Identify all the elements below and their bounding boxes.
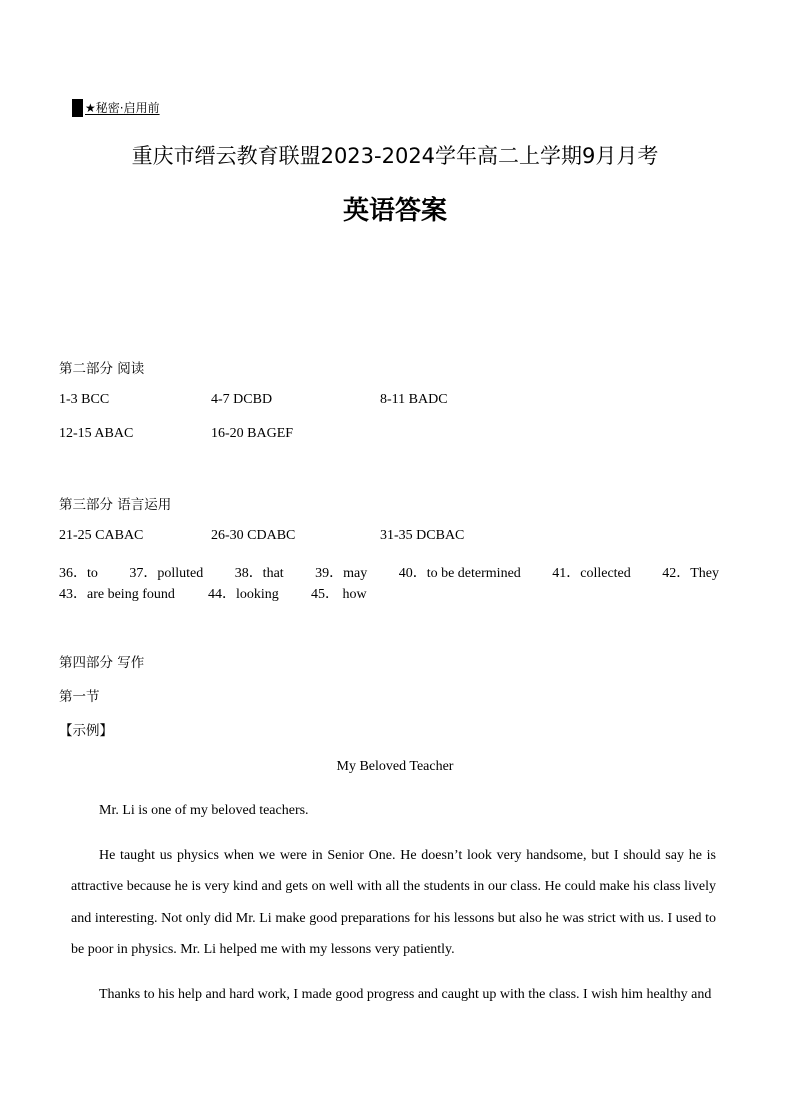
confidential-badge bbox=[72, 99, 160, 117]
fill-answer: 36．to bbox=[59, 566, 98, 581]
badge-text: ★秘密·启用前 bbox=[85, 101, 160, 115]
fill-blank-row bbox=[59, 562, 719, 582]
fill-answer: 45． how bbox=[311, 587, 367, 602]
section-heading: 第一节 bbox=[59, 689, 100, 705]
fill-answer: 44．looking bbox=[208, 587, 279, 602]
answer-group: 21-25 CABAC bbox=[59, 528, 144, 543]
fill-answer: 39．may bbox=[315, 566, 368, 581]
answer-group: 1-3 BCC bbox=[59, 392, 110, 407]
document-subtitle: 英语答案 bbox=[342, 196, 447, 226]
essay-paragraph: Thanks to his help and hard work, I made good progress and caught up with the class. I wish him healthy and bbox=[99, 987, 712, 1002]
document-title: 重庆市缙云教育联盟2023-2024学年高二上学期9月月考 bbox=[131, 144, 659, 168]
fill-answer: 43．are being found bbox=[59, 587, 175, 602]
part4-heading: 第四部分 写作 bbox=[59, 655, 145, 671]
fill-answer: 40．to be determined bbox=[398, 566, 521, 581]
answer-group: 16-20 BAGEF bbox=[211, 426, 294, 441]
part3-heading: 第三部分 语言运用 bbox=[59, 497, 172, 513]
sample-label: 【示例】 bbox=[59, 723, 113, 739]
fill-answer: 41．collected bbox=[552, 566, 631, 581]
answer-group: 12-15 ABAC bbox=[59, 426, 134, 441]
essay-paragraph: Mr. Li is one of my beloved teachers. bbox=[99, 803, 309, 818]
answer-group: 4-7 DCBD bbox=[211, 392, 273, 407]
badge-bar bbox=[72, 99, 83, 117]
fill-answer: 38．that bbox=[234, 566, 284, 581]
fill-answer: 37．polluted bbox=[129, 566, 204, 581]
answer-group: 26-30 CDABC bbox=[211, 528, 296, 543]
essay-title: My Beloved Teacher bbox=[336, 759, 454, 774]
answer-group: 8-11 BADC bbox=[380, 392, 448, 407]
part2-heading: 第二部分 阅读 bbox=[59, 361, 145, 377]
answer-group: 31-35 DCBAC bbox=[380, 528, 465, 543]
essay-paragraph: He taught us physics when we were in Senior One. He doesn’t look very handsome, but I should say he is attractive because he is very kind and gets on well with all the students in our class. He could make his class lively and interesting. Not only did Mr. Li make good preparations for his lessons but also he was strict with us. I used to be poor in physics. Mr. Li helped me with my lessons very patiently. bbox=[71, 848, 716, 957]
fill-answer: 42．They bbox=[662, 566, 719, 581]
